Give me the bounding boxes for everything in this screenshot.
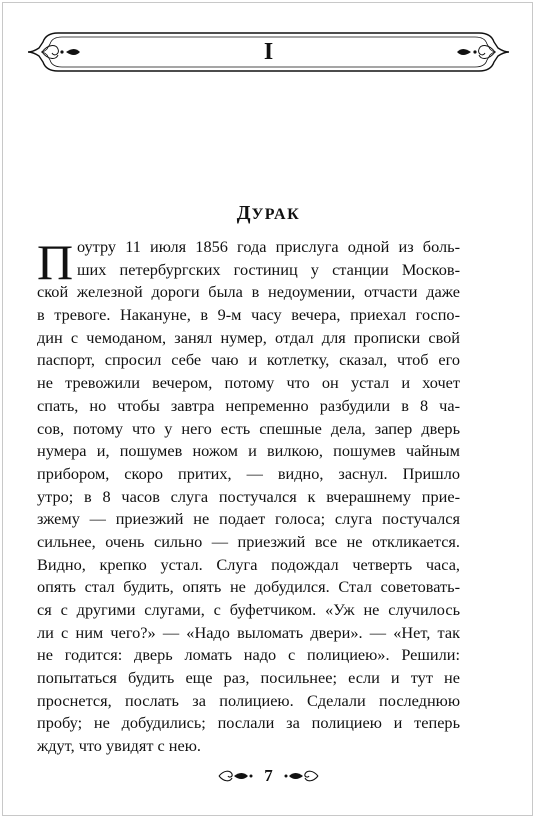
text-line: Видно, крепко устал. Слуга подождал четверть часа,	[37, 554, 460, 574]
text-line: не годится: дверь ломать надо с полициею». Решили:	[37, 645, 460, 665]
text-line: спать, но чтобы завтра непременно разбудили в 8 ча-	[37, 395, 460, 415]
text-line: ших петербургских гостиниц у станции Москов-	[77, 259, 460, 279]
text-line: сов, потому что у него есть спешные дела, запер дверь	[37, 418, 460, 438]
text-line: опять стал будить, опять не добудился. Стал советовать-	[37, 577, 460, 597]
footer-flourish-right-icon	[283, 769, 319, 783]
body-text	[37, 236, 460, 758]
text-line: паспорт, спросил себе чаю и котлетку, сказал, чтоб его	[37, 350, 460, 370]
story-title	[0, 200, 537, 228]
chapter-number: I	[263, 39, 274, 65]
story-title-first-letter: Д	[236, 202, 252, 224]
text-line: не тревожили вечером, потому что он устал и хочет	[37, 373, 460, 393]
text-line: ся с другими слугами, с буфетчиком. «Уж не случилось	[37, 600, 460, 619]
text-line: ли с ним чего?» — «Надо выломать двери». — «Нет, так	[37, 622, 460, 642]
text-line: сильнее, очень сильно — приезжий все не откликается.	[37, 531, 460, 551]
text-line: зжему — приезжий не подает голоса; слуга постучался	[37, 509, 460, 529]
text-line: утро; в 8 часов слуга постучался к вчерашнему прие-	[37, 486, 460, 506]
text-line: прибором, скоро притих, — видно, заснул. Пришло	[37, 463, 460, 483]
story-title-rest: УРАК	[251, 206, 301, 223]
text-line: нумера и, пошумев ножом и вилкою, пошумев чайным	[37, 441, 460, 461]
chapter-header	[28, 30, 509, 74]
page-number: 7	[264, 766, 273, 785]
text-line: проснется, послать за полициею. Сделали последнюю	[37, 690, 460, 710]
text-line: попытаться будить еще раз, посильнее; если и тут не	[37, 668, 460, 688]
page-footer	[0, 764, 537, 788]
text-line: оутру 11 июля 1856 года прислуга одной из боль-	[77, 237, 460, 256]
drop-cap: П	[37, 234, 74, 290]
text-line: ждут, что увидят с нею.	[37, 736, 201, 756]
footer-flourish-left-icon	[218, 769, 254, 783]
text-line: в тревоге. Накануне, в 9-м часу вечера, приехал госпо-	[37, 305, 460, 325]
text-line: ской железной дороги была в недоумении, отчасти даже	[37, 282, 460, 302]
text-line: дин с чемоданом, занял нумер, отдал для прописки свой	[37, 327, 460, 347]
text-line: пробу; не добудились; послали за полициею и теперь	[37, 713, 460, 733]
